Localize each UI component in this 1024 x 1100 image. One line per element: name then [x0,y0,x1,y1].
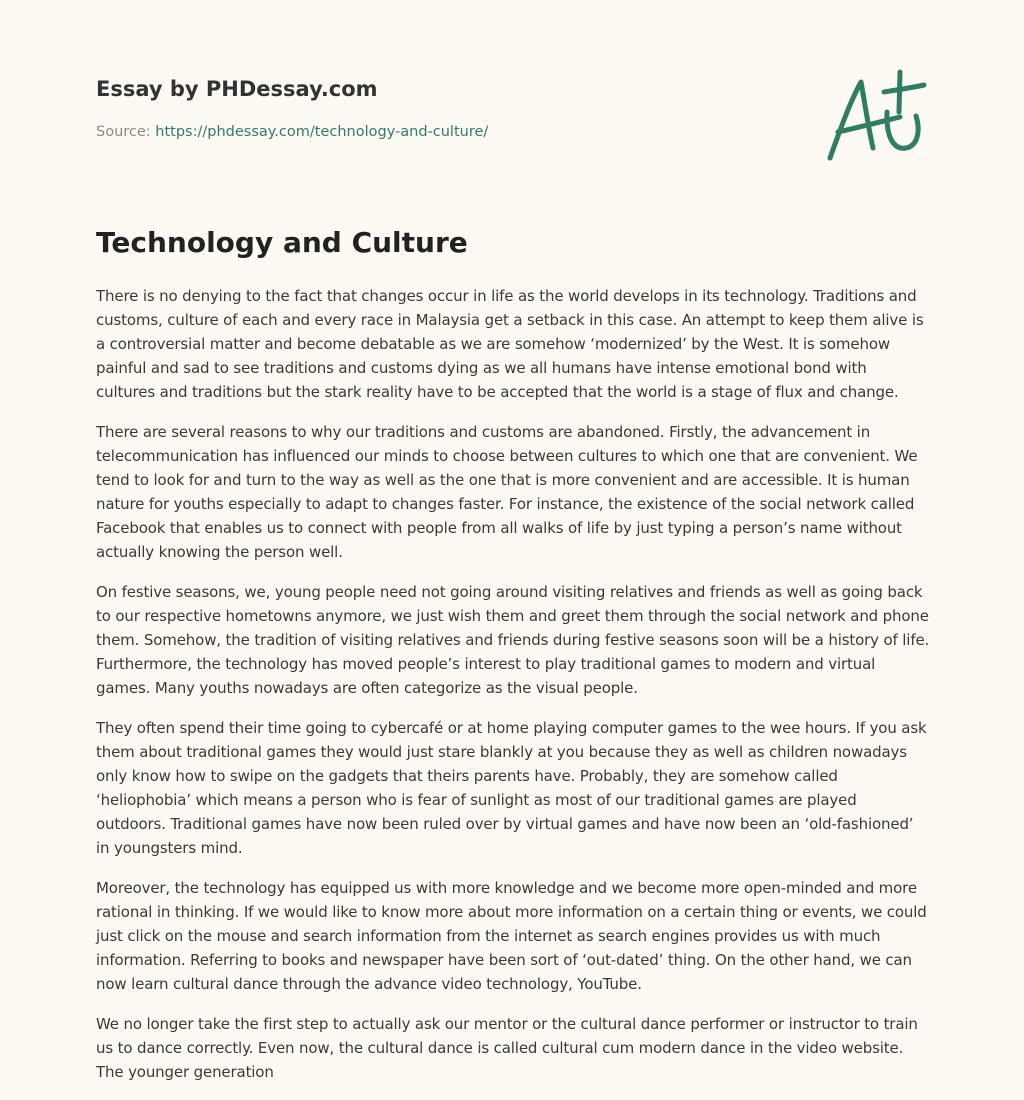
essay-page [96,0,930,1100]
essay-body [96,284,930,1100]
essay-paragraph: We no longer take the first step to actually ask our mentor or the cultural dance performer or instructor to train us to dance correctly. Even now, the cultural dance is called cultural cum modern dance in the video website. The younger generation [96,1015,918,1081]
a-plus-logo-icon [824,68,928,164]
essay-paragraph: Moreover, the technology has equipped us with more knowledge and we become more open-minded and more rational in thinking. If we would like to know more about more information on a certain thing or events, we could just click on the mouse and search information from the internet as search engines provides us with much information. Referring to books and newspaper have been sort of ‘out-dated’ thing. On the other hand, we can now learn cultural dance through the advance video technology, YouTube. [96,879,927,993]
essay-paragraph: They often spend their time going to cybercafé or at home playing computer games to the wee hours. If you ask them about traditional games they would just stare blankly at you because they as well as children nowadays only know how to swipe on the gadgets that theirs parents have. Probably, they are somehow called ‘heliophobia’ which means a person who is fear of sunlight as most of our traditional games are played outdoors. Traditional games have now been ruled over by virtual games and have now been an ‘old-fashioned’ in youngsters mind. [96,719,927,857]
essay-paragraph: On festive seasons, we, young people need not going around visiting relatives and friends as well as going back to our respective hometowns anymore, we just wish them and greet them through the social network and phone them. Somehow, the tradition of visiting relatives and friends during festive seasons soon will be a history of life. Furthermore, the technology has moved people’s interest to play traditional games to modern and virtual games. Many youths nowadays are often categorize as the visual people. [96,583,930,697]
source-label: Source: [96,124,156,140]
site-brand: Essay by PHDessay.com [96,77,378,101]
source-line [96,124,488,140]
essay-title: Technology and Culture [96,226,468,259]
essay-paragraph: There are several reasons to why our traditions and customs are abandoned. Firstly, the advancement in telecommunication has influenced our minds to choose between cultures to which one that are convenient. We tend to look for and turn to the way as well as the one that is more convenient and are accessible. It is human nature for youths especially to adapt to changes faster. For instance, the existence of the social network called Facebook that enables us to connect with people from all walks of life by just typing a person’s name without actually knowing the person well. [96,423,918,561]
source-link[interactable]: https://phdessay.com/technology-and-culture/ [155,124,489,140]
essay-paragraph: There is no denying to the fact that changes occur in life as the world develops in its technology. Traditions and customs, culture of each and every race in Malaysia get a setback in this case. An attempt to keep them alive is a controversial matter and become debatable as we are somehow ‘modernized’ by the West. It is somehow painful and sad to see traditions and customs dying as we all humans have intense emotional bond with cultures and traditions but the stark reality have to be accepted that the world is a stage of flux and change. [96,287,924,401]
page-header [96,0,930,180]
